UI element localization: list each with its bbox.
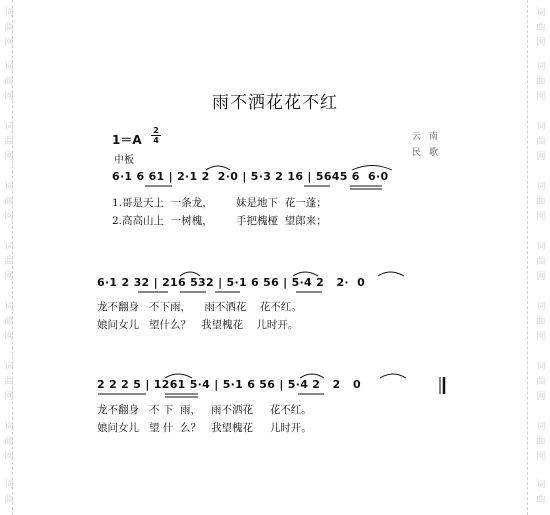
slur-line-1b: [352, 166, 392, 171]
watermark-right-9: 词 曲: [536, 480, 546, 505]
slur-line-1a: [206, 166, 230, 170]
watermark-right-7: 词 曲 网: [536, 362, 546, 402]
watermark-right-5: 词 曲 网: [536, 242, 546, 282]
watermark-right-4: 词 曲 网: [536, 182, 546, 222]
watermark-left-9: 词 曲: [4, 480, 14, 505]
notation-line-2: 6·1 2 32 | 216 532 | 5·1 6 56 | 5·4 2 2· 0: [97, 276, 366, 289]
watermark-left-4: 词 曲 网: [4, 182, 14, 222]
tempo-marking: 中板: [114, 155, 134, 166]
slur-line-2b: [293, 272, 318, 276]
lyric-line-3-verse-1: 龙不翻身 不 下 雨， 雨不洒花 花不红。: [97, 404, 312, 416]
slur-line-3a: [165, 374, 192, 378]
slur-line-2c: [378, 272, 404, 276]
key-signature: 1＝A: [112, 133, 142, 147]
time-signature-top: 2: [153, 126, 159, 135]
watermark-left-1: 词 曲 网: [4, 8, 14, 48]
lyric-line-2-verse-2: 娘问女儿 望什么？ 我望槐花 儿时开。: [97, 319, 299, 331]
watermark-left-3: 词 曲 网: [4, 122, 14, 162]
watermark-right-6: 词 曲 网: [536, 302, 546, 342]
song-title: 雨不洒花花不红: [212, 93, 338, 113]
time-signature-bottom: 4: [151, 135, 161, 145]
notation-line-1: 6·1 6 61 | 2·1 2 2·0 | 5·3 2 16 | 5645 6 6·0: [112, 170, 389, 183]
watermark-left-5: 词 曲 网: [4, 242, 14, 282]
watermark-left-7: 词 曲 网: [4, 362, 14, 402]
lyricist-credit: 云南: [412, 132, 447, 142]
watermark-right-8: 词 曲 网: [536, 422, 546, 462]
watermark-left-2: 词 曲 网: [4, 62, 14, 102]
lyric-line-3-verse-2: 娘问女儿 望 什 么？ 我望槐花 儿时开。: [97, 422, 312, 434]
lyric-line-1-verse-1: 1.哥是天上 一条龙， 妹是地下 花一蓬；: [112, 197, 327, 209]
notation-line-3: 2 2 2 5 | 1261 5·4 | 5·1 6 56 | 5·4 2 2 0: [97, 378, 361, 391]
lyric-line-1-verse-2: 2.高高山上 一树槐， 手把槐桠 望郎来；: [112, 215, 327, 227]
watermark-left-8: 词 曲 网: [4, 422, 14, 462]
slur-line-2a: [180, 272, 200, 276]
composer-credit: 民歌: [412, 148, 447, 158]
watermark-right-2: 词 曲 网: [536, 62, 546, 102]
watermark-right-1: 词 曲 网: [536, 8, 546, 48]
watermark-left-6: 词 曲 网: [4, 302, 14, 342]
lyric-line-2-verse-1: 龙不翻身 不下雨， 雨不洒花 花不红。: [97, 301, 302, 313]
slur-line-3b: [300, 374, 324, 378]
slur-line-3c: [380, 374, 406, 378]
watermark-right-3: 词 曲 网: [536, 122, 546, 162]
